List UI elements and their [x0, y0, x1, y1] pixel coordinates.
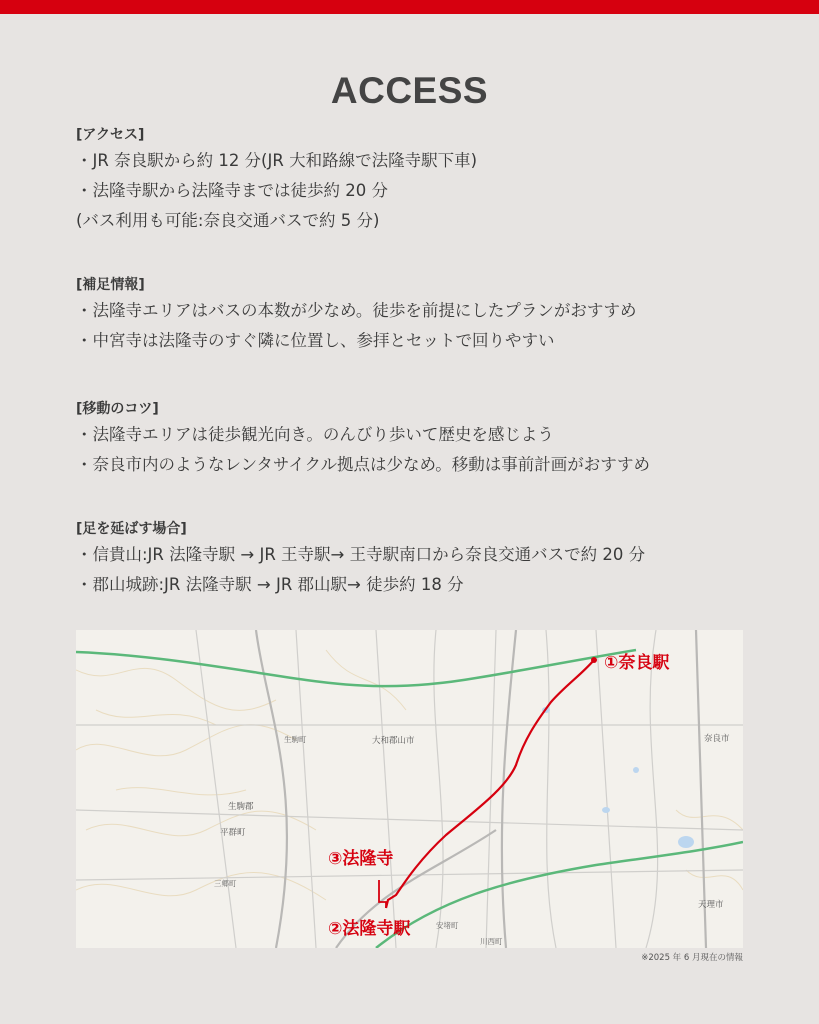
place-label: 生駒町	[284, 735, 307, 744]
section-extended-trips	[76, 518, 776, 600]
section-access	[76, 124, 776, 236]
place-label: 奈良市	[704, 734, 730, 744]
section-line: ・郡山城跡:JR 法隆寺駅 → JR 郡山駅→ 徒歩約 18 分	[76, 575, 464, 594]
place-label: 天理市	[698, 900, 724, 910]
section-line: ・奈良市内のようなレンタサイクル拠点は少なめ。移動は事前計画がおすすめ	[76, 455, 650, 474]
top-accent-bar	[0, 0, 819, 14]
place-label: 平群町	[220, 828, 246, 838]
section-line: (バス利用も可能:奈良交通バスで約 5 分)	[76, 211, 380, 230]
section-supplement	[76, 274, 776, 356]
place-label: 生駒郡	[228, 802, 254, 812]
section-line: ・中宮寺は法隆寺のすぐ隣に位置し、参拝とセットで回りやすい	[76, 331, 555, 350]
map-label-horyuji: ③法隆寺	[328, 849, 394, 869]
section-heading: [移動のコツ]	[76, 401, 159, 417]
section-line: ・信貴山:JR 法隆寺駅 → JR 王寺駅→ 王寺駅南口から奈良交通バスで約 20 分	[76, 545, 646, 564]
section-line: ・JR 奈良駅から約 12 分(JR 大和路線で法隆寺駅下車)	[76, 151, 478, 170]
page-title: ACCESS	[330, 70, 489, 111]
section-heading: [足を延ばす場合]	[76, 521, 187, 537]
place-label: 三郷町	[214, 879, 237, 888]
section-line: ・法隆寺エリアはバスの本数が少なめ。徒歩を前提にしたプランがおすすめ	[76, 301, 637, 320]
map-background	[76, 630, 743, 948]
info-date-note: ※2025 年 6 月現在の情報	[641, 953, 743, 963]
section-heading: [アクセス]	[76, 127, 145, 143]
place-label: 安堵町	[436, 921, 459, 930]
place-label: 大和郡山市	[372, 736, 415, 746]
section-line: ・法隆寺エリアは徒歩観光向き。のんびり歩いて歴史を感じよう	[76, 425, 554, 444]
section-heading: [補足情報]	[76, 277, 145, 293]
access-map	[76, 630, 743, 948]
map-label-horyuji-station: ②法隆寺駅	[328, 919, 411, 939]
place-label: 川西町	[480, 937, 503, 946]
section-tips	[76, 398, 776, 480]
section-line: ・法隆寺駅から法隆寺までは徒歩約 20 分	[76, 181, 388, 200]
map-label-nara-station: ①奈良駅	[604, 653, 670, 673]
